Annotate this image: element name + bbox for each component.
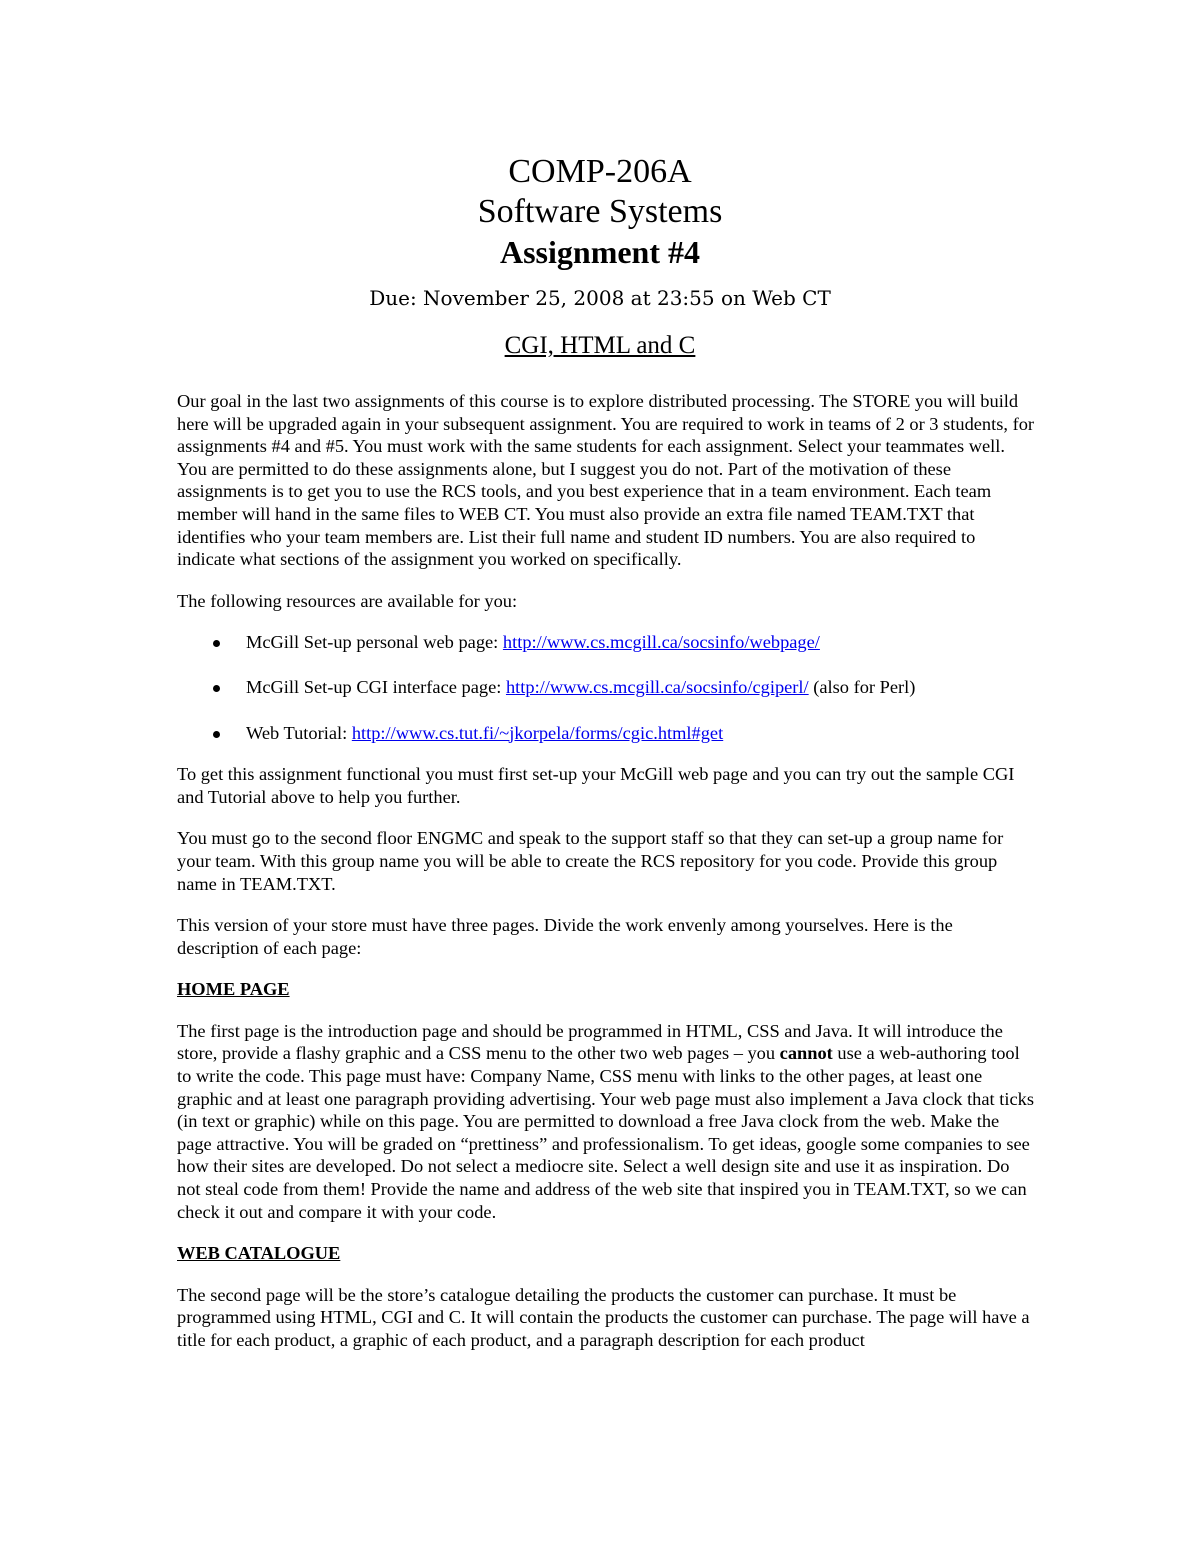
web-catalogue-heading: WEB CATALOGUE [177,1243,341,1264]
home-page-emphasis: cannot [779,1043,833,1064]
section-title: CGI, HTML and C [504,332,696,359]
resource-suffix: (also for Perl) [808,677,916,698]
web-catalogue-paragraph: The second page will be the store’s catalogue detailing the products the customer can purchase. It must be programmed using HTML, CGI and C. It will contain the products the customer can purchase. The page will have a title for each product, a graphic of each product, and a paragraph description for each product [177,1284,1030,1350]
home-page-text-before: The first page is the introduction page and should be programmed in HTML, CSS and Java. It will introduce the store, provide a flashy graphic and a CSS menu to the other two web pages – you [177,1020,1003,1064]
home-page-heading: HOME PAGE [177,979,290,1000]
bullet-icon [213,685,220,692]
resource-item [177,676,1037,699]
resource-label: McGill Set-up CGI interface page: [246,677,506,698]
resources-list [177,631,1037,744]
bullet-icon [213,640,220,647]
pages-paragraph: This version of your store must have three pages. Divide the work envenly among yourselves. Here is the description of each page: [177,915,953,958]
document-header [0,152,1200,362]
resources-intro: The following resources are available for you: [177,590,518,611]
resource-item [177,631,1037,654]
course-name: Software Systems [477,193,723,230]
course-code: COMP-206A [508,153,692,190]
resource-label: Web Tutorial: [246,722,352,743]
resource-item [177,722,1037,745]
bullet-icon [213,731,220,738]
resource-label: McGill Set-up personal web page: [246,632,503,653]
document-body [177,390,1037,1371]
intro-paragraph: Our goal in the last two assignments of this course is to explore distributed processing. The STORE you will build here will be upgraded again in your subsequent assignment. You are required to work in teams of 2 or 3 students, for assignments #4 and #5. You must work with the same students for each assignment. Select your teammates well. You are permitted to do these assignments alone, but I suggest you do not. Part of the motivation of these assignments is to get you to use the RCS tools, and you best experience that in a team environment. Each team member will hand in the same files to WEB CT. You must also provide an extra file named TEAM.TXT that identifies who your team members are. List their full name and student ID numbers. You are also required to indicate what sections of the assignment you worked on specifically. [177,391,1035,570]
assignment-title: Assignment #4 [499,234,700,270]
home-page-text-after: use a web-authoring tool to write the code. This page must have: Company Name, CSS menu with links to the other pages, at least one graphic and at least one paragraph providing advertising. Your web page must also implement a Java clock that ticks (in text or graphic) while on this page. You are permitted to download a free Java clock from the web. Make the page attractive. You will be graded on “prettiness” and professionalism. To get ideas, google some companies to see how their sites are developed. Do not select a mediocre site. Select a well design site and use it as inspiration. Do not steal code from them! Provide the name and address of the web site that inspired you in TEAM.TXT, so we can check it out and compare it with your code. [177,1043,1034,1222]
home-page-paragraph [177,1020,1037,1223]
due-date: Due: November 25, 2008 at 23:55 on Web CT [369,286,831,310]
resource-link-webpage[interactable]: http://www.cs.mcgill.ca/socsinfo/webpage/ [502,632,820,653]
resource-link-tutorial[interactable]: http://www.cs.tut.fi/~jkorpela/forms/cgic.html#get [351,722,724,743]
resource-link-cgiperl[interactable]: http://www.cs.mcgill.ca/socsinfo/cgiperl/ [505,677,809,698]
group-paragraph: You must go to the second floor ENGMC and speak to the support staff so that they can set-up a group name for your team. With this group name you will be able to create the RCS repository for you code. Provide this group name in TEAM.TXT. [177,828,1004,894]
setup-paragraph: To get this assignment functional you must first set-up your McGill web page and you can try out the sample CGI and Tutorial above to help you further. [177,764,1015,807]
